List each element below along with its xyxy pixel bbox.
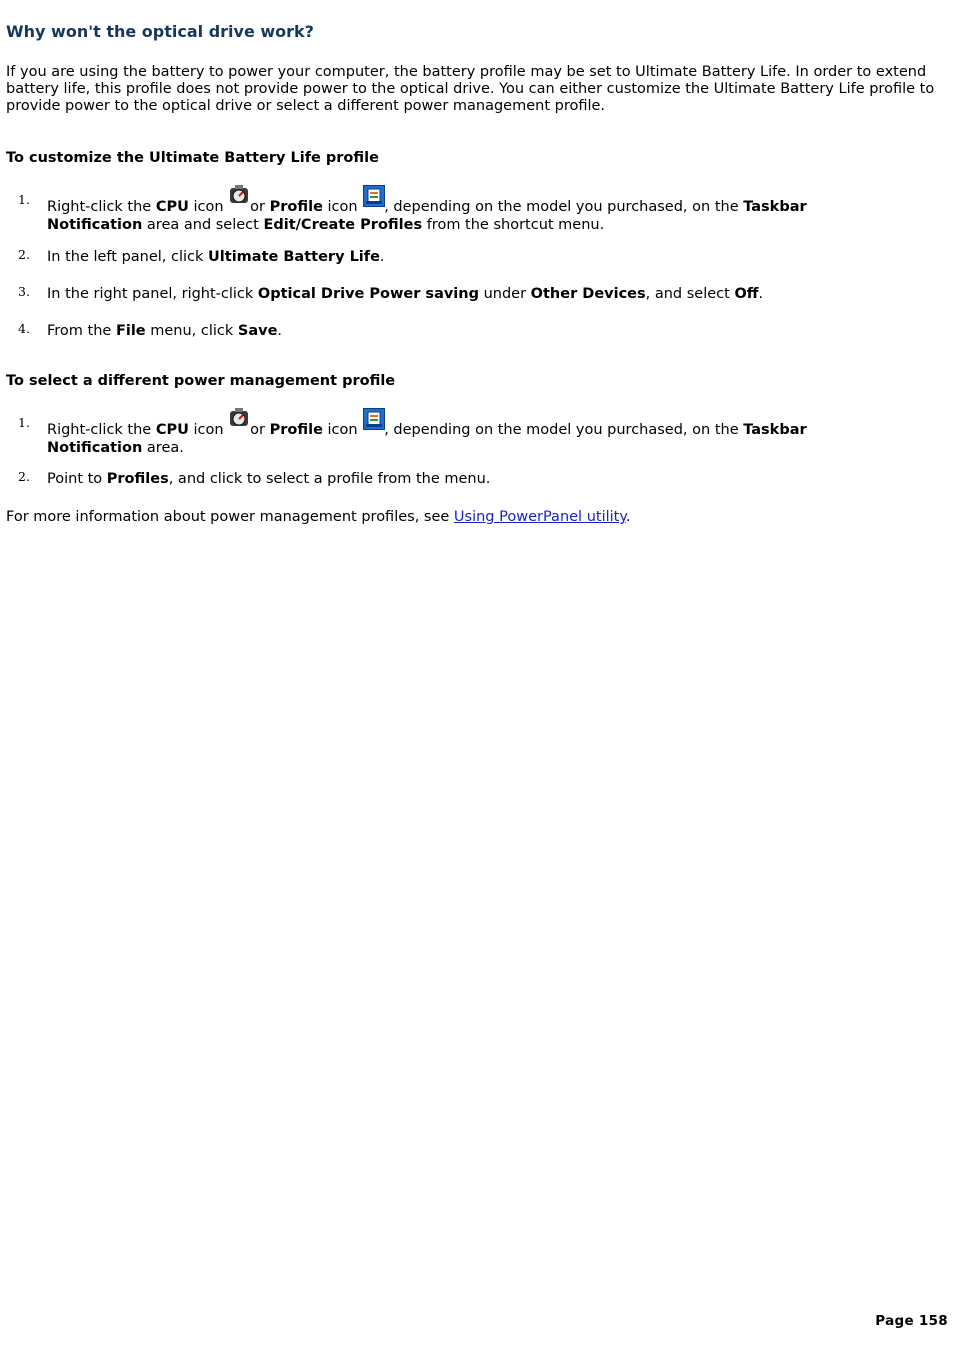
cpu-gauge-icon[interactable] [229, 416, 249, 436]
more-info-paragraph: For more information about power management profiles, see Using PowerPanel utility. [6, 509, 631, 525]
step-number: 2. [18, 469, 30, 484]
step-text: In the left panel, click Ultimate Battery Life. [47, 249, 385, 265]
intro-paragraph: If you are using the battery to power your computer, the battery profile may be set to Ultimate Battery Life. In order to extend battery life, this profile does not provide power to the optical drive. You can either customize the Ultimate Battery Life profile to provide power to the optical drive or select a different power management profile. [6, 64, 935, 114]
step-text: Point to Profiles, and click to select a profile from the menu. [47, 471, 491, 487]
step-number: 2. [18, 247, 30, 262]
step-text: In the right panel, right-click Optical Drive Power saving under Other Devices, and select Off. [47, 286, 764, 302]
step-number: 1. [18, 192, 30, 207]
step-text: From the File menu, click Save. [47, 323, 283, 339]
cpu-gauge-icon[interactable] [229, 193, 249, 213]
section-select-heading: To select a different power management profile [6, 373, 396, 389]
step-text: Right-click the CPU icon or Profile icon , depending on the model you purchased, on the Taskbar Notification area and select Edit/Create Profiles from the shortcut menu. [47, 193, 877, 234]
page-title: Why won't the optical drive work? [6, 22, 314, 41]
powerpanel-utility-link[interactable]: Using PowerPanel utility [453, 509, 626, 525]
step-number: 1. [18, 415, 30, 430]
profile-icon[interactable] [363, 193, 383, 213]
profile-icon[interactable] [363, 416, 383, 436]
step-number: 3. [18, 284, 30, 299]
step-number: 4. [18, 321, 30, 336]
step-text: Right-click the CPU icon or Profile icon , depending on the model you purchased, on the Taskbar Notification area. [47, 416, 877, 457]
section-customize-heading: To customize the Ultimate Battery Life profile [6, 150, 379, 166]
page-number: Page 158 [875, 1313, 948, 1329]
